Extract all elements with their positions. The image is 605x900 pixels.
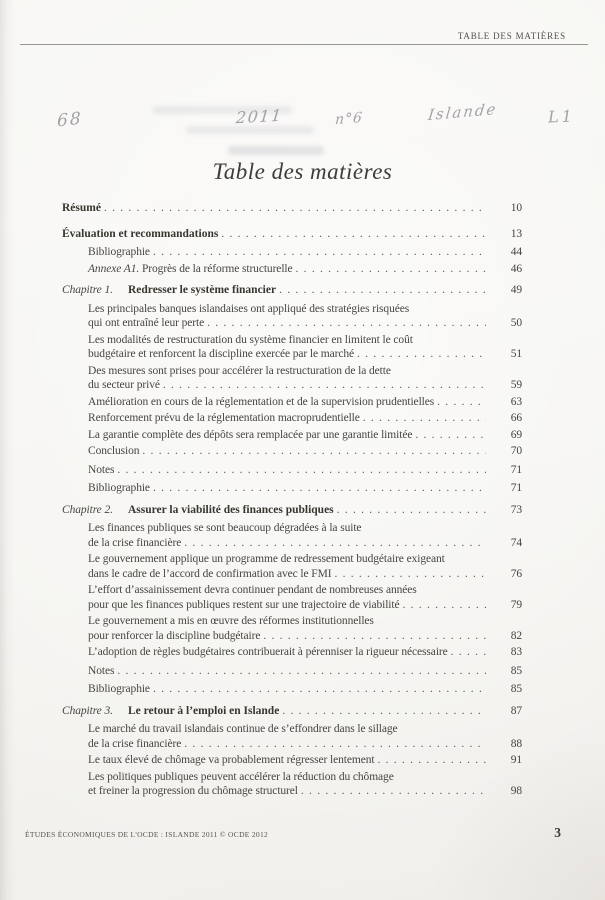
toc-page-number: 70 — [510, 445, 522, 457]
toc-entry-text: qui ont entraîné leur perte — [88, 317, 205, 329]
toc-entry-line — [88, 378, 522, 393]
toc-entry-wrap-lines: Les finances publiques se sont beaucoup dégradées à la suite — [88, 522, 362, 534]
handwritten-note-year: 2011 — [235, 105, 284, 128]
toc-dot-leader — [403, 598, 487, 613]
toc-page-number: 83 — [510, 646, 522, 658]
toc-entry — [62, 227, 522, 242]
toc-list — [62, 201, 522, 801]
toc-entry — [62, 682, 522, 697]
toc-entry-line — [88, 784, 522, 799]
toc-page-number: 98 — [510, 785, 522, 797]
toc-dot-leader — [451, 645, 486, 660]
toc-entry-text: Renforcement prévu de la réglementation macroprudentielle — [88, 412, 360, 424]
handwritten-note-number: 68 — [57, 108, 83, 132]
toc-dot-leader — [117, 664, 486, 679]
toc-entry — [62, 262, 522, 277]
toc-page-number: 87 — [510, 704, 522, 717]
toc-page-number: 44 — [510, 246, 522, 258]
toc-entry-line — [88, 645, 522, 660]
toc-dot-leader — [334, 567, 486, 582]
toc-entry-prefix: Annexe A1. — [88, 262, 140, 275]
handwritten-note-country: Islande — [427, 99, 499, 125]
toc-entry — [62, 521, 522, 550]
toc-page-number: 91 — [510, 754, 522, 766]
toc-entry-text: de la crise financière — [88, 737, 182, 750]
toc-entry-text: Bibliographie — [88, 683, 150, 695]
toc-entry-wrap-lines: Des mesures sont prises pour accélérer la restructuration de la dette — [88, 364, 391, 377]
toc-entry-line — [88, 481, 522, 496]
toc-entry-text: Résumé — [62, 202, 101, 214]
running-head — [20, 31, 588, 45]
toc-entry-text: Le retour à l’emploi en Islande — [128, 704, 280, 717]
toc-entry — [62, 395, 522, 410]
toc-entry — [62, 552, 522, 581]
page-footer — [25, 825, 561, 841]
toc-dot-leader — [279, 283, 486, 298]
toc-entry-text: Évaluation et recommandations — [62, 227, 219, 240]
toc-entry — [62, 364, 522, 393]
toc-page-number: 51 — [510, 348, 522, 360]
toc-entry-text: Le taux élevé de chômage va probablement régresser lentement — [88, 754, 375, 766]
toc-dot-leader — [163, 378, 486, 393]
toc-entry-text: budgétaire et renforcent la discipline exercée par le marché — [88, 348, 355, 360]
toc-page-number: 88 — [510, 737, 522, 750]
toc-entry-text: Conclusion — [88, 445, 140, 457]
toc-page-number: 46 — [510, 262, 522, 275]
footer-page-number: 3 — [554, 825, 561, 840]
toc-page-number: 59 — [510, 379, 522, 391]
toc-entry-text: Amélioration en cours de la réglementation et de la supervision prudentielles — [88, 395, 435, 408]
toc-entry — [62, 428, 522, 443]
toc-entry-line — [62, 227, 522, 242]
toc-entry-text: Notes — [88, 664, 115, 677]
toc-entry-text: Bibliographie — [88, 246, 150, 258]
toc-entry-text: de la crise financière — [88, 536, 182, 549]
toc-entry-line — [88, 444, 522, 459]
toc-entry — [62, 704, 522, 719]
handwritten-note-code: L1 — [547, 106, 576, 127]
toc-entry — [62, 770, 522, 799]
running-head-label: TABLE DES MATIÈRES — [457, 31, 566, 41]
toc-dot-leader — [153, 481, 486, 496]
toc-entry-text: pour que les finances publiques restent sur une trajectoire de viabilité — [88, 598, 400, 611]
toc-entry — [62, 722, 522, 751]
toc-entry-wrap-lines: Le gouvernement a mis en œuvre des réformes institutionnelles — [88, 615, 374, 627]
toc-dot-leader — [117, 463, 486, 478]
toc-page-number: 85 — [510, 664, 522, 677]
toc-entry-line — [62, 283, 522, 298]
toc-entry-line — [88, 682, 522, 697]
toc-page-number: 13 — [510, 227, 522, 240]
toc-entry-line — [88, 629, 522, 644]
toc-entry — [62, 481, 522, 496]
toc-entry-line — [88, 536, 522, 551]
toc-entry-line — [88, 347, 522, 362]
verso-showthrough-smudge — [186, 126, 314, 134]
toc-dot-leader — [296, 262, 486, 277]
toc-entry — [62, 503, 522, 518]
toc-entry-line — [88, 262, 522, 277]
toc-entry-line — [88, 428, 522, 443]
verso-showthrough-smudge — [228, 146, 324, 155]
toc-page-number: 50 — [510, 317, 522, 329]
toc-entry-line — [88, 753, 522, 768]
handwritten-note-issue: n°6 — [334, 109, 364, 129]
toc-entry-text: Redresser le système financier — [128, 284, 277, 296]
toc-page-number: 85 — [510, 683, 522, 695]
toc-entry — [62, 283, 522, 298]
toc-page-number: 82 — [510, 629, 522, 642]
toc-entry-line — [88, 567, 522, 582]
toc-entry-text: La garantie complète des dépôts sera remplacée par une garantie limitée — [88, 428, 413, 441]
toc-entry-text: et freiner la progression du chômage structurel — [88, 785, 298, 797]
footer-imprint: ÉTUDES ÉCONOMIQUES DE L'OCDE : ISLANDE 2011 © OCDE 2012 — [25, 830, 269, 839]
toc-page-number: 71 — [510, 482, 522, 494]
toc-dot-leader — [263, 629, 486, 644]
toc-dot-leader — [207, 316, 486, 331]
toc-entry — [62, 614, 522, 643]
toc-entry-wrap-lines: Le gouvernement applique un programme de redressement budgétaire exigeant — [88, 553, 445, 565]
toc-page-number: 66 — [510, 412, 522, 424]
toc-entry-text: Notes — [88, 463, 115, 476]
page-title: Table des matières — [212, 159, 393, 184]
toc-entry-text: dans le cadre de l’accord de confirmation avec le FMI — [88, 567, 332, 580]
toc-entry — [62, 645, 522, 660]
toc-entry-wrap-lines: Les principales banques islandaises ont appliqué des stratégies risquées — [88, 302, 410, 315]
toc-entry-line — [88, 395, 522, 410]
toc-dot-leader — [184, 737, 486, 752]
toc-entry — [62, 444, 522, 459]
toc-page-number: 71 — [510, 463, 522, 476]
toc-dot-leader — [363, 411, 486, 426]
toc-entry-prefix: Chapitre 2. — [62, 503, 113, 516]
toc-page-number: 79 — [510, 598, 522, 611]
toc-entry — [62, 302, 522, 331]
toc-dot-leader — [153, 245, 486, 260]
toc-dot-leader — [301, 784, 486, 799]
toc-entry-line — [88, 411, 522, 426]
toc-entry — [62, 411, 522, 426]
toc-entry-line — [62, 704, 522, 719]
toc-page-number: 73 — [510, 503, 522, 516]
toc-entry — [62, 463, 522, 478]
toc-entry — [62, 583, 522, 612]
toc-entry-wrap-lines: Les modalités de restructuration du système financier en limitent le coût — [88, 333, 413, 346]
toc-entry-line — [88, 463, 522, 478]
toc-entry-prefix: Chapitre 3. — [62, 704, 113, 717]
toc-page-number: 63 — [510, 395, 522, 408]
toc-entry-text: du secteur privé — [88, 379, 160, 391]
toc-dot-leader — [104, 201, 486, 216]
toc-dot-leader — [377, 753, 486, 768]
toc-dot-leader — [184, 536, 486, 551]
toc-dot-leader — [282, 704, 486, 719]
toc-page-number: 74 — [510, 536, 522, 549]
toc-entry-prefix: Chapitre 1. — [62, 284, 113, 296]
toc-entry-line — [88, 737, 522, 752]
toc-dot-leader — [337, 503, 486, 518]
toc-entry-line — [62, 201, 522, 216]
toc-entry-line — [88, 664, 522, 679]
toc-entry — [62, 664, 522, 679]
toc-dot-leader — [221, 227, 486, 242]
toc-entry-text: Progrès de la réforme structurelle — [142, 262, 293, 275]
toc-entry — [62, 753, 522, 768]
toc-entry — [62, 245, 522, 260]
toc-entry — [62, 333, 522, 362]
toc-dot-leader — [437, 395, 486, 410]
toc-entry-line — [88, 245, 522, 260]
toc-entry-line — [88, 598, 522, 613]
toc-dot-leader — [357, 347, 486, 362]
toc-dot-leader — [415, 428, 486, 443]
toc-entry-text: Bibliographie — [88, 482, 150, 494]
toc-entry-text: L’adoption de règles budgétaires contribuerait à pérenniser la rigueur nécessaire — [88, 646, 448, 658]
toc-page-number: 10 — [510, 202, 522, 214]
toc-entry — [62, 201, 522, 216]
toc-dot-leader — [153, 682, 486, 697]
toc-entry-line — [88, 316, 522, 331]
toc-entry-line — [62, 503, 522, 518]
toc-entry-wrap-lines: Les politiques publiques peuvent accélérer la réduction du chômage — [88, 770, 394, 783]
toc-page-number: 69 — [510, 428, 522, 441]
toc-entry-wrap-lines: L’effort d’assainissement devra continuer pendant de nombreuses années — [88, 584, 417, 596]
toc-entry-wrap-lines: Le marché du travail islandais continue de s’effondrer dans le sillage — [88, 723, 398, 735]
toc-dot-leader — [142, 444, 486, 459]
toc-page-number: 49 — [510, 284, 522, 296]
toc-entry-text: pour renforcer la discipline budgétaire — [88, 629, 261, 642]
toc-page-number: 76 — [510, 567, 522, 580]
toc-entry-text: Assurer la viabilité des finances publiques — [128, 503, 334, 516]
